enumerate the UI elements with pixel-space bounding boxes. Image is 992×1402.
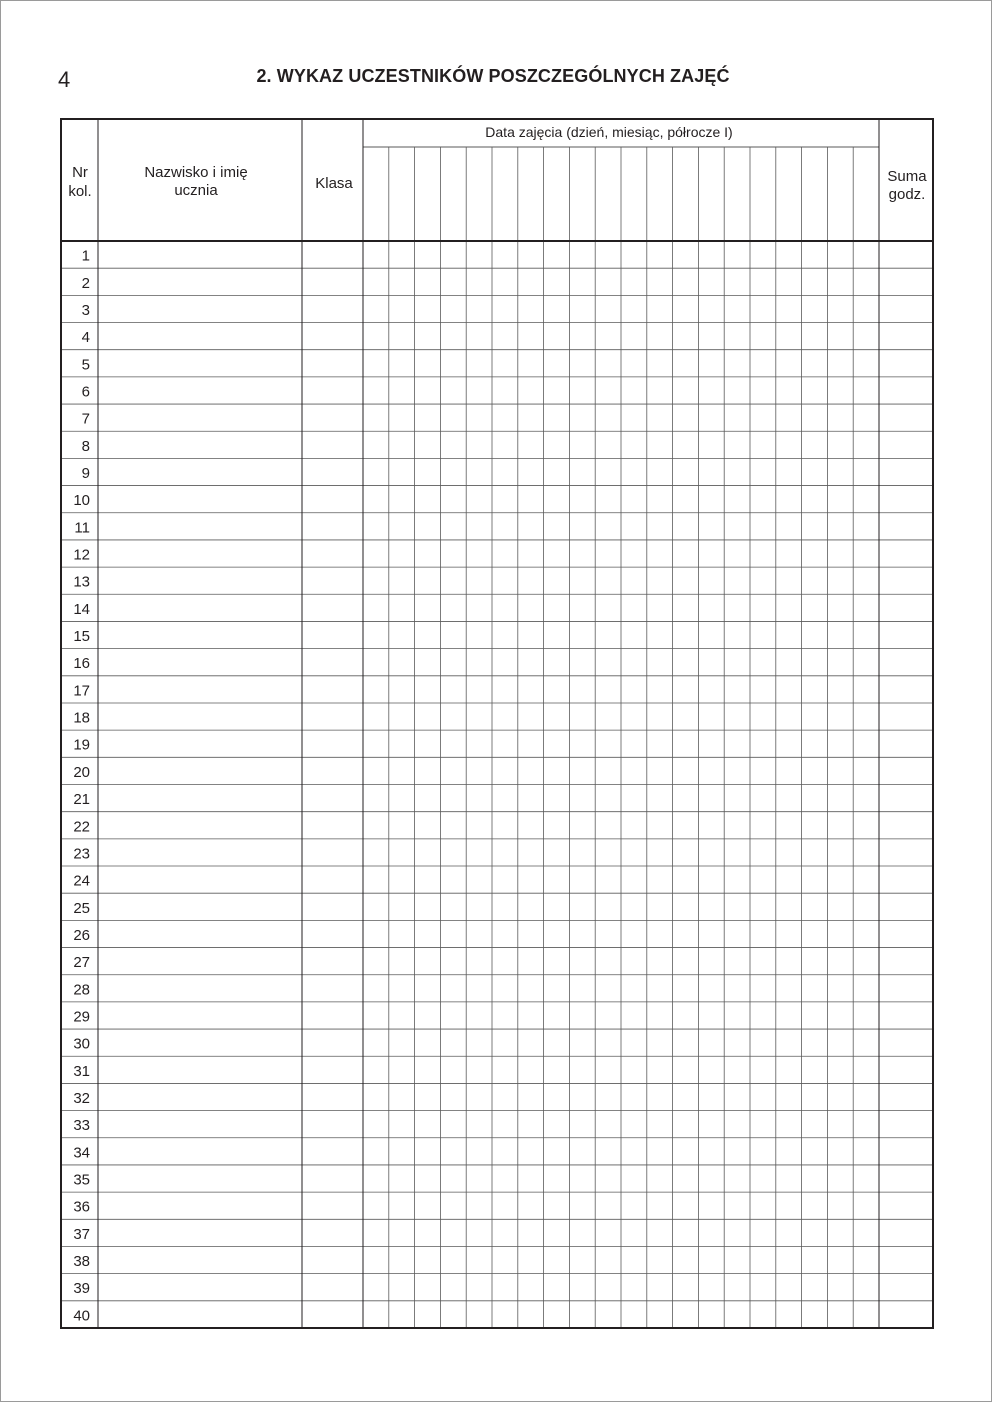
row-number: 35: [73, 1171, 90, 1189]
row-number: 38: [73, 1253, 90, 1271]
row-number: 26: [73, 926, 90, 944]
row-number: 19: [73, 736, 90, 754]
row-number: 18: [73, 709, 90, 727]
row-number: 7: [81, 410, 90, 428]
row-number: 30: [73, 1035, 90, 1053]
row-numbers: [73, 248, 90, 1325]
row-number: 40: [73, 1307, 90, 1325]
row-number: 12: [73, 546, 90, 564]
row-number: 17: [73, 682, 90, 700]
page-number: 4: [58, 67, 71, 92]
row-number: 3: [81, 301, 90, 319]
row-number: 29: [73, 1008, 90, 1026]
row-number: 37: [73, 1225, 90, 1243]
table-grid-lines: [61, 119, 933, 1328]
header-nr-line1: Nr: [72, 164, 88, 181]
row-number: 24: [73, 872, 90, 890]
row-number: 31: [73, 1062, 90, 1080]
row-number: 33: [73, 1117, 90, 1135]
row-number: 27: [73, 954, 90, 972]
row-number: 13: [73, 573, 90, 591]
row-number: 23: [73, 845, 90, 863]
table-outer-border: [61, 119, 933, 1328]
header-name-line1: Nazwisko i imię: [144, 164, 248, 181]
row-number: 5: [81, 356, 90, 374]
row-number: 25: [73, 899, 90, 917]
row-number: 15: [73, 628, 90, 646]
header-sum-line2: godz.: [888, 186, 926, 203]
row-number: 11: [74, 519, 90, 537]
row-number: 10: [73, 492, 90, 510]
row-number: 32: [73, 1090, 90, 1108]
row-number: 8: [81, 437, 90, 455]
row-number: 4: [81, 329, 90, 347]
header-name-line2: ucznia: [174, 182, 218, 199]
row-number: 16: [73, 655, 90, 673]
row-number: 22: [73, 818, 90, 836]
row-number: 36: [73, 1198, 90, 1216]
row-number: 14: [73, 600, 90, 618]
header-class: Klasa: [315, 175, 353, 192]
row-number: 28: [73, 981, 90, 999]
row-number: 21: [73, 791, 90, 809]
table-header: [68, 124, 927, 203]
row-number: 39: [73, 1280, 90, 1298]
row-number: 2: [81, 274, 90, 292]
header-sum-line1: Suma: [887, 168, 927, 185]
header-nr-line2: kol.: [68, 183, 92, 200]
row-number: 34: [73, 1144, 90, 1162]
page-title: 2. WYKAZ UCZESTNIKÓW POSZCZEGÓLNYCH ZAJĘĆ: [256, 66, 730, 86]
row-number: 9: [81, 464, 90, 482]
row-number: 6: [81, 383, 90, 401]
row-number: 1: [81, 247, 90, 265]
row-number: 20: [73, 763, 90, 781]
header-dates: Data zajęcia (dzień, miesiąc, półrocze I): [485, 124, 733, 140]
